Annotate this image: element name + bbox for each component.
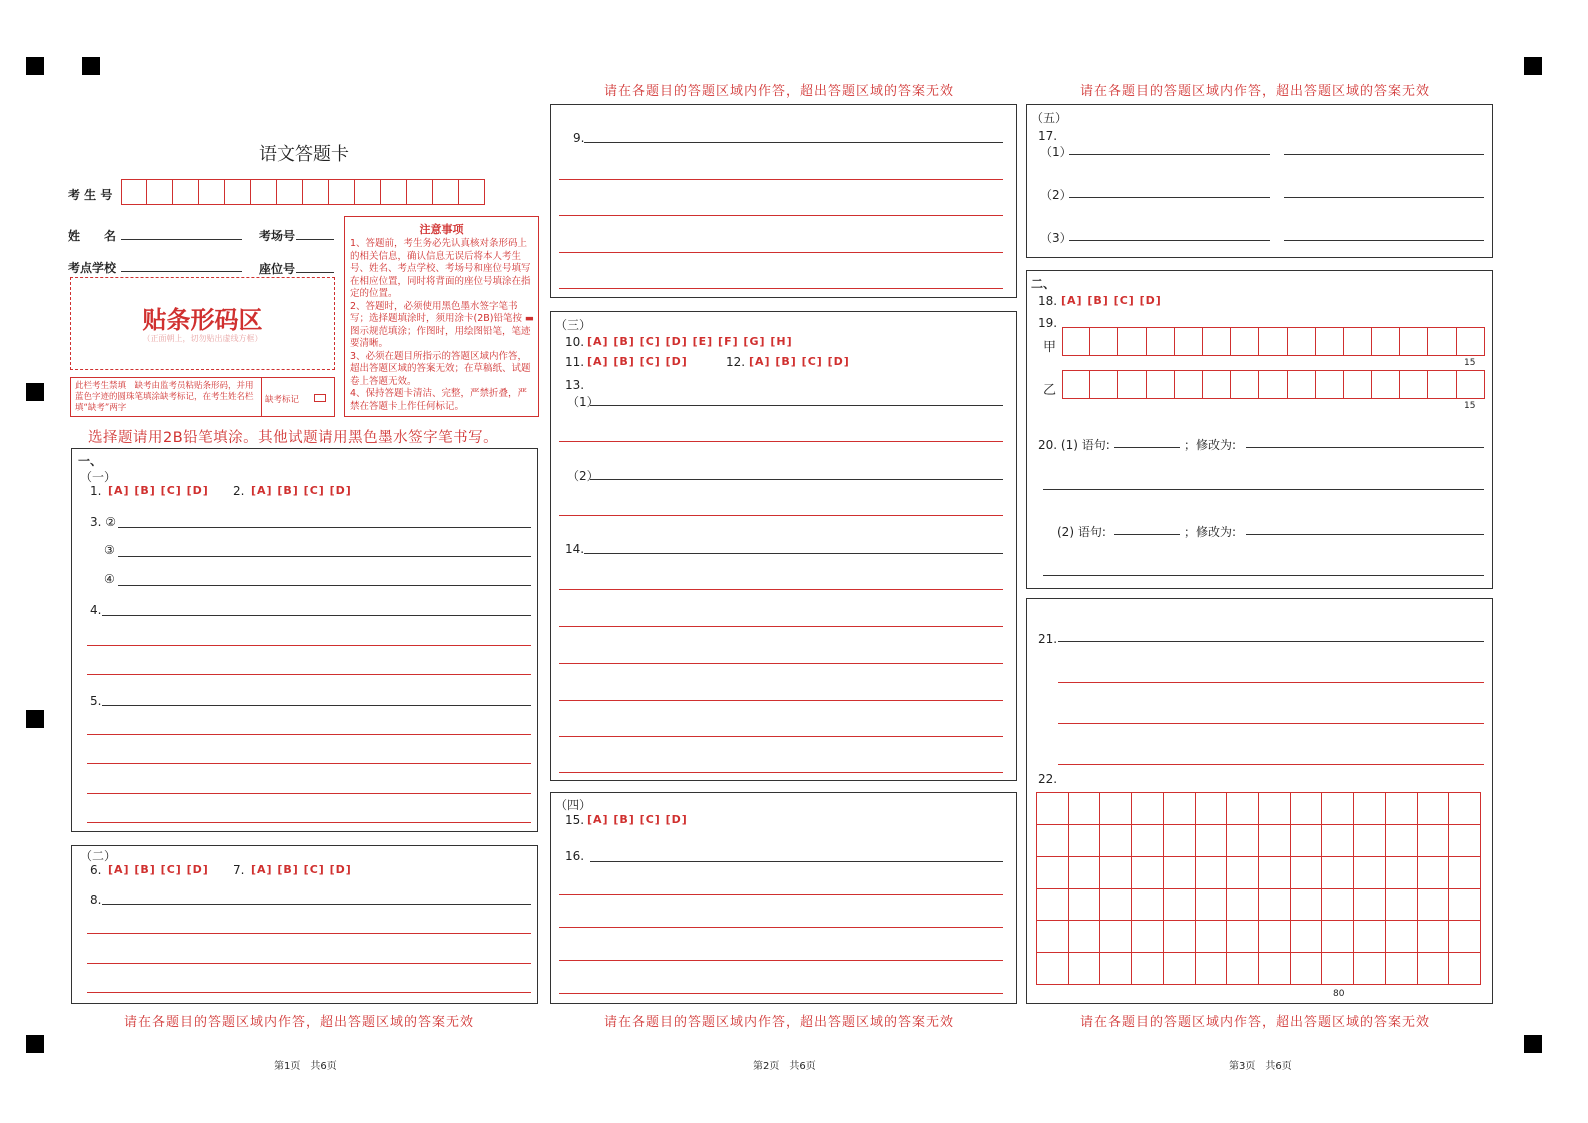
- page2-footer: 第2页 共6页: [753, 1061, 816, 1072]
- q9-answer-line-1[interactable]: [584, 142, 1003, 143]
- q14-answer-line-4[interactable]: [559, 663, 1003, 664]
- q21-answer-line-3[interactable]: [1058, 723, 1484, 724]
- q5-answer-line-5[interactable]: [87, 822, 531, 823]
- q17-sub3-label: （3）: [1040, 231, 1072, 245]
- exam-number-boxes[interactable]: [121, 179, 485, 205]
- q14-answer-line-6[interactable]: [559, 736, 1003, 737]
- warning-bottom-page1: 请在各题目的答题区域内作答，超出答题区域的答案无效: [124, 1015, 475, 1030]
- q9-answer-line-2[interactable]: [559, 179, 1003, 180]
- notice-items: [350, 238, 536, 413]
- q9-answer-line-5[interactable]: [559, 288, 1003, 289]
- q20-2-sentence-field[interactable]: [1114, 534, 1180, 535]
- q15-options[interactable]: [A] [B] [C] [D]: [587, 813, 688, 826]
- positioning-mark-top-left-2: [82, 57, 100, 75]
- notice-box: [344, 216, 539, 417]
- q9-label: 9.: [573, 131, 585, 145]
- q20-1-answer-line[interactable]: [1043, 489, 1484, 490]
- q2-label: 2.: [233, 484, 245, 498]
- q14-answer-line-2[interactable]: [559, 589, 1003, 590]
- seat-number-field[interactable]: [296, 272, 334, 273]
- part-two-label: （二）: [80, 849, 117, 863]
- q13-label: 13.: [565, 378, 585, 392]
- positioning-mark-mid-left-1: [26, 383, 44, 401]
- q4-answer-line-2[interactable]: [87, 645, 531, 646]
- q18-options[interactable]: [A] [B] [C] [D]: [1061, 294, 1162, 307]
- q8-answer-line-4[interactable]: [87, 992, 531, 993]
- q12-label: 12.: [726, 355, 746, 369]
- q8-answer-line-1[interactable]: [102, 904, 531, 905]
- part-one-label: （一）: [80, 470, 117, 484]
- page1-footer: 第1页 共6页: [274, 1061, 337, 1072]
- q3-answer-line-1[interactable]: [118, 527, 531, 528]
- part-three-box: [550, 311, 1017, 781]
- q21-answer-line-1[interactable]: [1058, 641, 1484, 642]
- q16-answer-line-4[interactable]: [559, 960, 1003, 961]
- section-one-label: 一、: [78, 454, 103, 468]
- q5-answer-line-4[interactable]: [87, 793, 531, 794]
- notice-item-4: 4、保持答题卡清洁、完整，严禁折叠，严禁在答题卡上作任何标记。: [350, 388, 528, 412]
- notice-item-2: 2、答题时，必须使用黑色墨水签字笔书写；选择题填涂时，须用涂卡(2B)铅笔按 ▬ 图示规范填涂；作图时，用绘图铅笔，笔迹要清晰。: [350, 300, 534, 349]
- absent-mark-checkbox[interactable]: [314, 394, 326, 402]
- q11-label: 11.: [565, 355, 585, 369]
- q20-1-change-field[interactable]: [1246, 447, 1484, 448]
- warning-bottom-page3: 请在各题目的答题区域内作答，超出答题区域的答案无效: [1080, 1015, 1431, 1030]
- q16-answer-line-1[interactable]: [590, 861, 1003, 862]
- q10-label: 10.: [565, 335, 585, 349]
- notice-item-3: 3、必须在题目所指示的答题区域内作答，超出答题区域的答案无效；在草稿纸、试题卷上答题无效。: [350, 350, 531, 387]
- q5-label: 5.: [90, 694, 102, 708]
- q21-answer-line-4[interactable]: [1058, 764, 1484, 765]
- q22-composition-grid[interactable]: [1036, 792, 1481, 985]
- notice-title: 注意事项: [419, 223, 464, 236]
- q14-answer-line-1[interactable]: [584, 553, 1003, 554]
- positioning-mark-bottom-left: [26, 1035, 44, 1053]
- positioning-mark-top-left-1: [26, 57, 44, 75]
- q4-answer-line-1[interactable]: [102, 615, 531, 616]
- q14-answer-line-3[interactable]: [559, 626, 1003, 627]
- notice-item-1: 1、答题前，考生务必先认真核对条形码上的相关信息，确认信息无误后将本人考生号、姓名、考点学校、考场号和座位号填写在相应位置，同时将背面的座位号填涂在指定的位置。: [350, 238, 531, 299]
- q13-answer-line-4[interactable]: [559, 515, 1003, 516]
- q16-label: 16.: [565, 849, 585, 863]
- positioning-mark-bottom-right: [1524, 1035, 1542, 1053]
- q8-label: 8.: [90, 893, 102, 907]
- q20-1-label: 20. (1) 语句:: [1038, 438, 1110, 452]
- q19-jia-label: 甲: [1043, 340, 1057, 355]
- q17-sub1-label: （1）: [1040, 145, 1072, 159]
- q9-answer-line-3[interactable]: [559, 215, 1003, 216]
- q16-answer-line-3[interactable]: [559, 927, 1003, 928]
- q10-options[interactable]: [A] [B] [C] [D] [E] [F] [G] [H]: [587, 335, 793, 348]
- barcode-subtitle: （正面朝上，切勿贴出虚线方框）: [142, 334, 263, 343]
- q6-options[interactable]: [A] [B] [C] [D]: [108, 863, 209, 876]
- q13-sub1-label: （1）: [567, 395, 599, 409]
- section-one-box: [71, 448, 538, 832]
- q4-label: 4.: [90, 603, 102, 617]
- warning-bottom-page2: 请在各题目的答题区域内作答，超出答题区域的答案无效: [604, 1015, 955, 1030]
- q16-answer-line-2[interactable]: [559, 894, 1003, 895]
- q17-1-answer-left[interactable]: [1069, 154, 1270, 155]
- q3-label: 3. ②: [90, 515, 117, 529]
- q13-answer-line-1[interactable]: [590, 405, 1003, 406]
- q16-answer-line-5[interactable]: [559, 993, 1003, 994]
- q17-1-answer-right[interactable]: [1284, 154, 1484, 155]
- q1-options[interactable]: [A] [B] [C] [D]: [108, 484, 209, 497]
- q7-label: 7.: [233, 863, 245, 877]
- q13-sub2-label: （2）: [567, 469, 599, 483]
- q19-jia-boxes[interactable]: [1062, 327, 1485, 356]
- q21-label: 21.: [1038, 632, 1058, 646]
- q20-2-answer-line[interactable]: [1043, 575, 1484, 576]
- q20-2-change-field[interactable]: [1246, 534, 1484, 535]
- q17-2-answer-right[interactable]: [1284, 197, 1484, 198]
- section-two-box: [1026, 270, 1493, 589]
- absent-mark-label: 缺考标记: [265, 395, 300, 405]
- absent-divider: [261, 378, 262, 416]
- exam-number-label: 考 生 号: [68, 188, 113, 202]
- q8-answer-line-3[interactable]: [87, 963, 531, 964]
- q20-1-sentence-field[interactable]: [1114, 447, 1180, 448]
- exam-school-label: 考点学校: [68, 261, 117, 275]
- q9-box: [550, 104, 1017, 298]
- q14-answer-line-7[interactable]: [559, 772, 1003, 773]
- q15-label: 15.: [565, 813, 585, 827]
- q19-yi-label: 乙: [1043, 383, 1057, 398]
- q14-label: 14.: [565, 542, 585, 556]
- q14-answer-line-5[interactable]: [559, 700, 1003, 701]
- warning-top-page2: 请在各题目的答题区域内作答，超出答题区域的答案无效: [604, 84, 955, 99]
- q6-label: 6.: [90, 863, 102, 877]
- q17-2-answer-left[interactable]: [1069, 197, 1270, 198]
- q5-answer-line-3[interactable]: [87, 763, 531, 764]
- q2-options[interactable]: [A] [B] [C] [D]: [251, 484, 352, 497]
- q8-answer-line-2[interactable]: [87, 933, 531, 934]
- q3-answer-line-2[interactable]: [118, 556, 531, 557]
- q3-answer-line-3[interactable]: [118, 585, 531, 586]
- q20-2-label: (2) 语句:: [1057, 525, 1106, 539]
- q17-3-answer-left[interactable]: [1069, 240, 1270, 241]
- q5-answer-line-1[interactable]: [102, 705, 531, 706]
- name-label: 姓 名: [68, 229, 117, 243]
- part-four-label: （四）: [555, 798, 592, 812]
- q1-label: 1.: [90, 484, 102, 498]
- name-field[interactable]: [121, 239, 242, 240]
- barcode-area: [70, 277, 335, 370]
- q22-label: 22.: [1038, 772, 1058, 786]
- q13-answer-line-3[interactable]: [590, 479, 1003, 480]
- absent-text: 此栏考生禁填 缺考由监考员粘贴条形码，并用蓝色字迹的圆珠笔填涂缺考标记，在考生姓名栏填“缺考”两字: [75, 381, 254, 413]
- q11-options[interactable]: [A] [B] [C] [D]: [587, 355, 688, 368]
- barcode-title: 贴条形码区: [142, 306, 263, 334]
- part-five-box: [1026, 104, 1493, 258]
- q19-yi-boxes[interactable]: [1062, 370, 1485, 399]
- q7-options[interactable]: [A] [B] [C] [D]: [251, 863, 352, 876]
- positioning-mark-mid-left-2: [26, 710, 44, 728]
- seat-number-label: 座位号: [259, 262, 296, 276]
- q5-answer-line-2[interactable]: [87, 734, 531, 735]
- section-two-label: 二、: [1031, 277, 1056, 291]
- q17-sub2-label: （2）: [1040, 188, 1072, 202]
- exam-room-field[interactable]: [296, 239, 334, 240]
- q3-sub4-label: ④: [104, 572, 115, 586]
- q19-jia-count: 15: [1464, 358, 1476, 368]
- q19-yi-count: 15: [1464, 401, 1476, 411]
- q20-2-change-label: ；修改为:: [1184, 525, 1237, 539]
- q20-1-change-label: ；修改为:: [1184, 438, 1237, 452]
- q17-3-answer-right[interactable]: [1284, 240, 1484, 241]
- warning-top-page3: 请在各题目的答题区域内作答，超出答题区域的答案无效: [1080, 84, 1431, 99]
- exam-school-field[interactable]: [121, 271, 242, 272]
- q18-label: 18.: [1038, 294, 1058, 308]
- exam-room-label: 考场号: [259, 229, 296, 243]
- part-five-label: （五）: [1031, 111, 1068, 125]
- q12-options[interactable]: [A] [B] [C] [D]: [749, 355, 850, 368]
- q3-sub3-label: ③: [104, 543, 115, 557]
- q22-count: 80: [1333, 989, 1345, 999]
- q17-label: 17.: [1038, 129, 1058, 143]
- q13-answer-line-2[interactable]: [559, 441, 1003, 442]
- part-three-label: （三）: [555, 318, 592, 332]
- choice-instruction: 选择题请用2B铅笔填涂。其他试题请用黑色墨水签字笔书写。: [88, 430, 499, 446]
- q4-answer-line-3[interactable]: [87, 674, 531, 675]
- q21-answer-line-2[interactable]: [1058, 682, 1484, 683]
- answer-card-title: 语文答题卡: [259, 144, 349, 165]
- q19-label: 19.: [1038, 316, 1058, 330]
- q9-answer-line-4[interactable]: [559, 252, 1003, 253]
- page3-footer: 第3页 共6页: [1229, 1061, 1292, 1072]
- absent-box: [70, 377, 335, 417]
- positioning-mark-top-right: [1524, 57, 1542, 75]
